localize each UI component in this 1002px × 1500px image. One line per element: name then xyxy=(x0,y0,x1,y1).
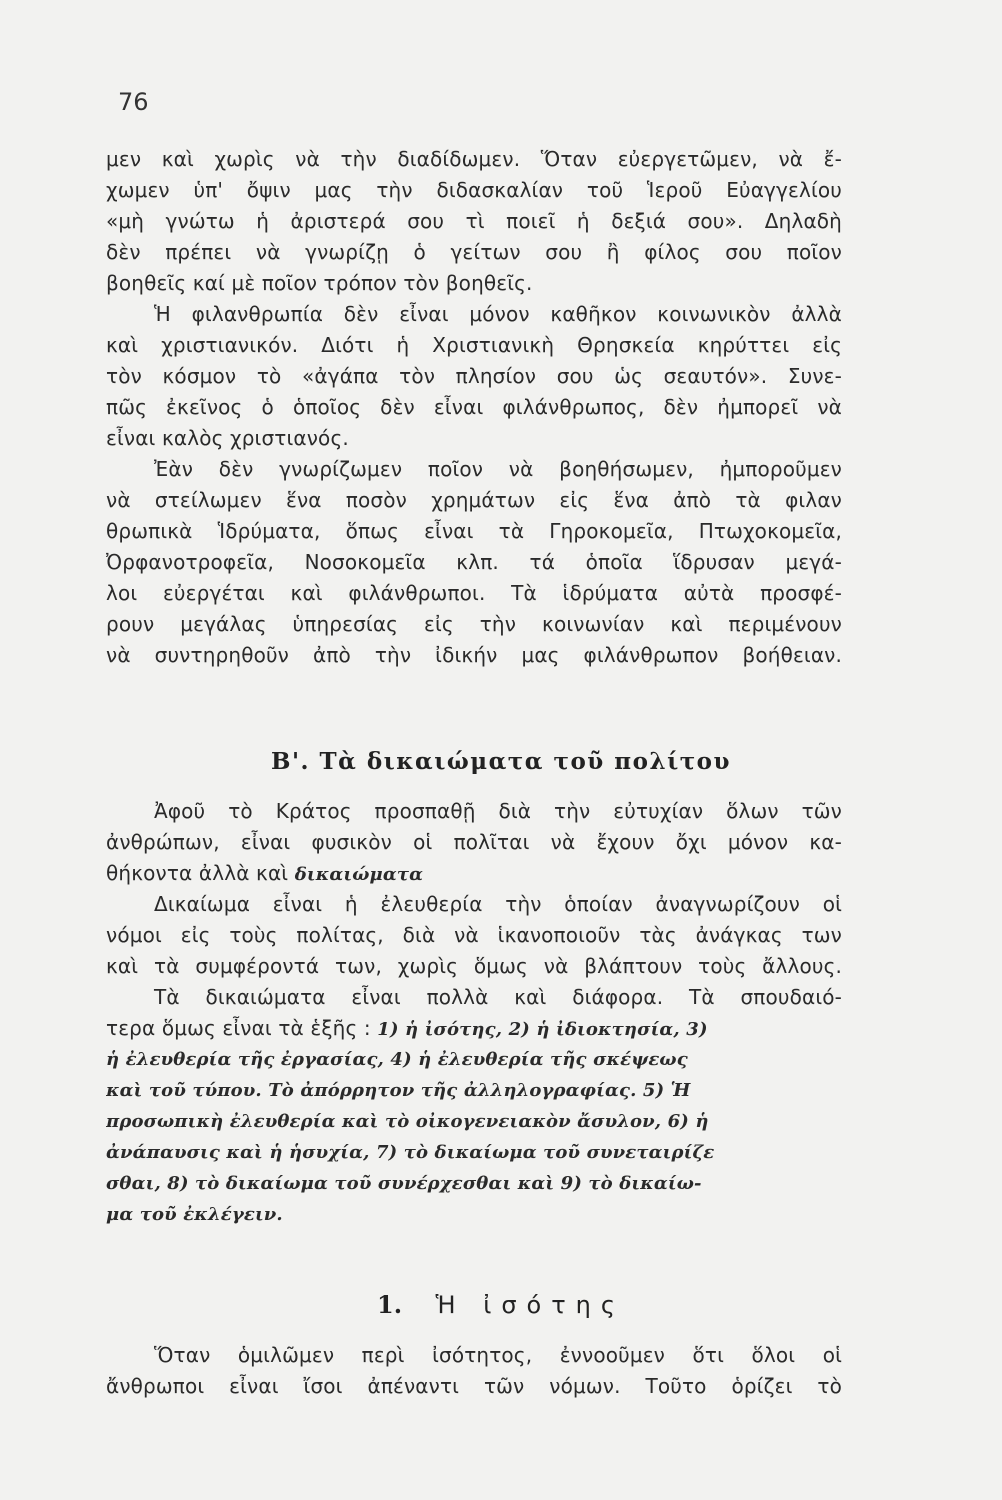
text-fragment: τερα ὅμως εἶναι τὰ ἑξῆς : xyxy=(106,1016,371,1040)
paragraph-block-equality xyxy=(106,1340,842,1402)
rights-list-line: ἀνάπαυσις καὶ ἡ ἡσυχία, 7) τὸ δικαίωμα τοῦ συνεταιρίζε xyxy=(106,1142,715,1163)
text-line: καὶ χριστιανικόν. Διότι ἡ Χριστιανικὴ Θρησκεία κηρύττει εἰς xyxy=(106,333,842,357)
rights-list-line: σθαι, 8) τὸ δικαίωμα τοῦ συνέρχεσθαι καὶ 9) τὸ δικαίω- xyxy=(106,1173,702,1194)
italic-term: δικαιώματα xyxy=(294,864,424,885)
page-number: 76 xyxy=(118,88,149,116)
text-line: ρουν μεγάλας ὑπηρεσίας εἰς τὴν κοινωνίαν καὶ περιμένουν xyxy=(106,612,842,636)
text-line: ἄνθρωποι εἶναι ἴσοι ἀπέναντι τῶν νόμων. Τοῦτο ὁρίζει τὸ xyxy=(106,1374,842,1398)
text-line: ἀνθρώπων, εἶναι φυσικὸν οἱ πολῖται νὰ ἔχουν ὄχι μόνον κα- xyxy=(106,830,842,854)
text-line: Ἀφοῦ τὸ Κράτος προσπαθῇ διὰ τὴν εὐτυχίαν ὅλων τῶν xyxy=(154,799,842,823)
text-fragment: θήκοντα ἀλλὰ καὶ xyxy=(106,861,289,885)
text-line: «μὴ γνώτω ἡ ἀριστερά σου τὶ ποιεῖ ἡ δεξιά σου». Δηλαδὴ xyxy=(106,209,842,233)
text-line: νόμοι εἰς τοὺς πολίτας, διὰ νὰ ἱκανοποιοῦν τὰς ἀνάγκας των xyxy=(106,923,842,947)
text-line xyxy=(106,1013,842,1044)
text-line: Ὀρφανοτροφεῖα, Νοσοκομεῖα κλπ. τά ὁποῖα ἵδρυσαν μεγά- xyxy=(106,550,842,574)
text-line: δὲν πρέπει νὰ γνωρίζῃ ὁ γείτων σου ἢ φίλος σου ποῖον xyxy=(106,240,842,264)
rights-list-line: ἡ ἐλευθερία τῆς ἐργασίας, 4) ἡ ἐλευθερία τῆς σκέψεως xyxy=(106,1049,688,1070)
text-line: Ἡ φιλανθρωπία δὲν εἶναι μόνον καθῆκον κοινωνικὸν ἀλλὰ xyxy=(154,302,842,326)
text-line xyxy=(106,858,842,889)
text-line: Τὰ δικαιώματα εἶναι πολλὰ καὶ διάφορα. Τὰ σπουδαιό- xyxy=(154,985,842,1009)
text-line: τὸν κόσμον τὸ «ἀγάπα τὸν πλησίον σου ὡς σεαυτόν». Συνε- xyxy=(106,364,842,388)
rights-list-line: μα τοῦ ἐκλέγειν. xyxy=(106,1204,283,1225)
text-line: Ἐὰν δὲν γνωρίζωμεν ποῖον νὰ βοηθήσωμεν, ἠμποροῦμεν xyxy=(154,457,842,481)
paragraph-block-charity xyxy=(106,144,842,671)
text-line: Ὅταν ὁμιλῶμεν περὶ ἰσότητος, ἐννοοῦμεν ὅτι ὅλοι οἱ xyxy=(154,1343,842,1367)
text-line: βοηθεῖς καί μὲ ποῖον τρόπον τὸν βοηθεῖς. xyxy=(106,271,533,295)
rights-list-line: καὶ τοῦ τύπου. Τὸ ἀπόρρητον τῆς ἀλληλογραφίας. 5) Ἡ xyxy=(106,1080,691,1101)
sub-heading xyxy=(0,1290,1002,1319)
text-line: λοι εὐεργέται καὶ φιλάνθρωποι. Τὰ ἱδρύματα αὐτὰ προσφέ- xyxy=(106,581,842,605)
sub-heading-title: Ἡ ἰσότης xyxy=(435,1291,625,1319)
text-line: θρωπικὰ Ἱδρύματα, ὅπως εἶναι τὰ Γηροκομεῖα, Πτωχοκομεῖα, xyxy=(106,519,842,543)
text-line: πῶς ἐκεῖνος ὁ ὁποῖος δὲν εἶναι φιλάνθρωπος, δὲν ἠμπορεῖ νὰ xyxy=(106,395,842,419)
paragraph-block-rights xyxy=(106,796,842,1230)
text-line: χωμεν ὑπ' ὄψιν μας τὴν διδασκαλίαν τοῦ Ἱεροῦ Εὐαγγελίου xyxy=(106,178,842,202)
sub-heading-number: 1. xyxy=(377,1290,403,1319)
rights-list-line: προσωπικὴ ἐλευθερία καὶ τὸ οἰκογενειακὸν ἄσυλον, 6) ἡ xyxy=(106,1111,709,1132)
text-line: μεν καὶ χωρὶς νὰ τὴν διαδίδωμεν. Ὅταν εὐεργετῶμεν, νὰ ἔ- xyxy=(106,147,842,171)
section-heading: Β'. Τὰ δικαιώματα τοῦ πολίτου xyxy=(271,748,731,775)
text-line: νὰ στείλωμεν ἕνα ποσὸν χρημάτων εἰς ἕνα ἀπὸ τὰ φιλαν xyxy=(106,488,842,512)
rights-list-line: 1) ἡ ἰσότης, 2) ἡ ἰδιοκτησία, 3) xyxy=(377,1019,708,1040)
text-line: εἶναι καλὸς χριστιανός. xyxy=(106,426,349,450)
text-line: νὰ συντηρηθοῦν ἀπὸ τὴν ἰδικήν μας φιλάνθρωπον βοήθειαν. xyxy=(106,643,842,667)
text-line: καὶ τὰ συμφέροντά των, χωρὶς ὅμως νὰ βλάπτουν τοὺς ἄλλους. xyxy=(106,954,842,978)
text-line: Δικαίωμα εἶναι ἡ ἐλευθερία τὴν ὁποίαν ἀναγνωρίζουν οἱ xyxy=(154,892,842,916)
